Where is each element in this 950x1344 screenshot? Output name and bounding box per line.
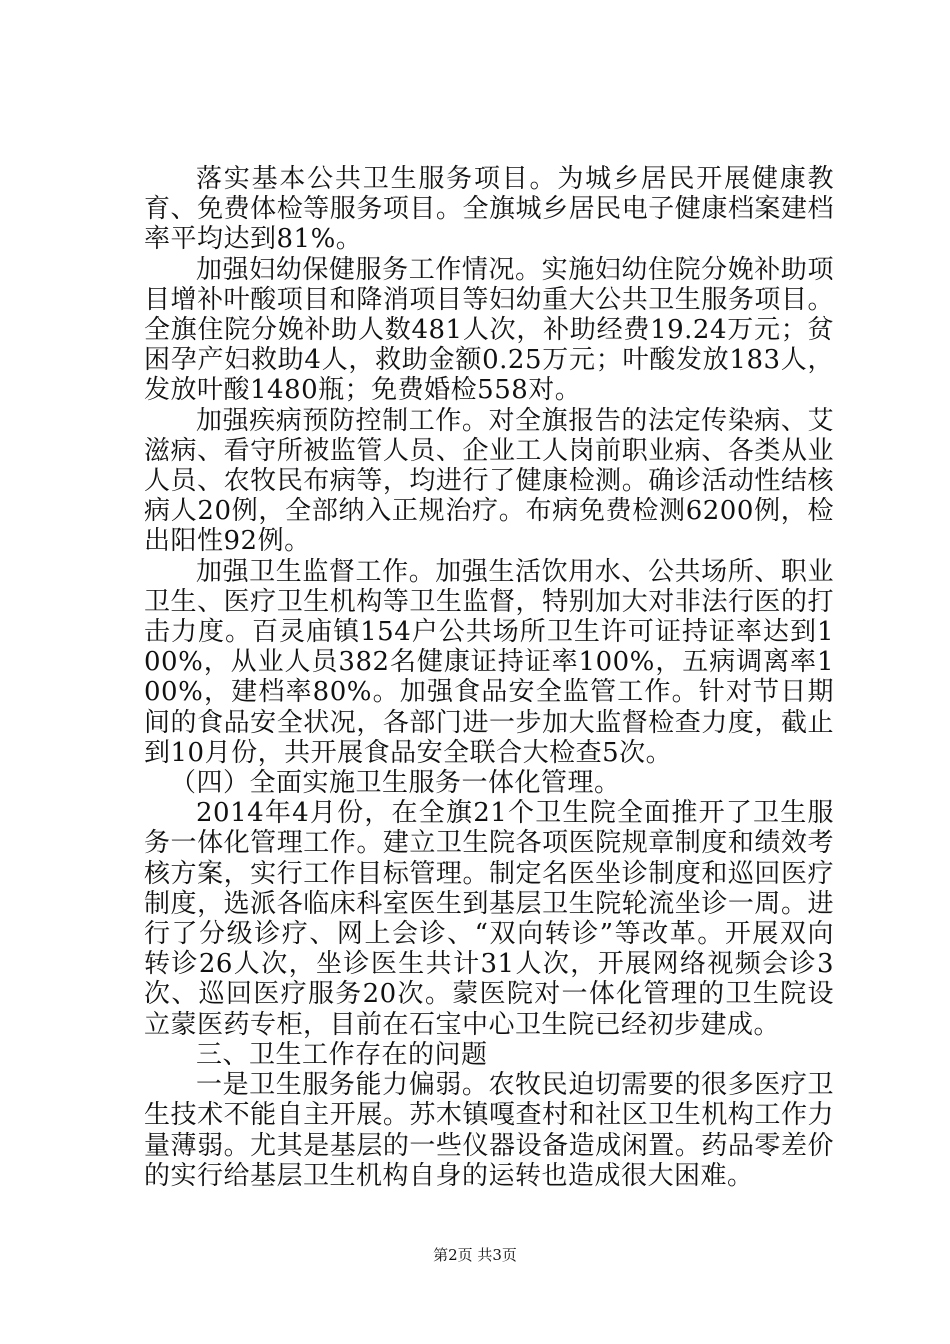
paragraph-integration: 2014年4月份，在全旗21个卫生院全面推开了卫生服务一体化管理工作。建立卫生院各项医院规章制度和绩效考核方案，实行工作目标管理。制定名医坐诊制度和巡回医疗制度，选派各临床科室医生到基层卫生院轮流坐诊一周。进行了分级诊疗、网上会诊、“双向转诊”等改革。开展双向转诊26人次，坐诊医生共计31人次，开展网络视频会诊3次、巡回医疗服务20次。蒙医院对一体化管理的卫生院设立蒙医药专柜，目前在石宝中心卫生院已经初步建成。 (144, 798, 834, 1040)
section-heading-integration: （四）全面实施卫生服务一体化管理。 (170, 768, 621, 799)
page-footer: 第2页 共3页 (433, 1246, 517, 1264)
paragraph-problems: 一是卫生服务能力偏弱。农牧民迫切需要的很多医疗卫生技术不能自主开展。苏木镇嘎查村和社区卫生机构工作力量薄弱。尤其是基层的一些仪器设备造成闲置。药品零差价的实行给基层卫生机构自身的运转也造成很大困难。 (144, 1070, 834, 1191)
document-body (144, 164, 834, 1191)
paragraph-public-health: 落实基本公共卫生服务项目。为城乡居民开展健康教育、免费体检等服务项目。全旗城乡居民电子健康档案建档率平均达到81%。 (144, 164, 834, 255)
paragraph-maternal-child: 加强妇幼保健服务工作情况。实施妇幼住院分娩补助项目增补叶酸项目和降消项目等妇幼重大公共卫生服务项目。全旗住院分娩补助人数481人次，补助经费19.24万元；贫困孕产妇救助4人，救助金额0.25万元；叶酸发放183人，发放叶酸1480瓶；免费婚检558对。 (144, 254, 834, 406)
section-heading-problems: 三、卫生工作存在的问题 (196, 1039, 488, 1070)
paragraph-health-supervision: 加强卫生监督工作。加强生活饮用水、公共场所、职业卫生、医疗卫生机构等卫生监督，特别加大对非法行医的打击力度。百灵庙镇154户公共场所卫生许可证持证率达到100%，从业人员382名健康证持证率100%，五病调离率100%，建档率80%。加强食品安全监管工作。针对节日期间的食品安全状况，各部门进一步加大监督检查力度，截止到10月份，共开展食品安全联合大检查5次。 (144, 556, 834, 768)
paragraph-disease-control: 加强疾病预防控制工作。对全旗报告的法定传染病、艾滋病、看守所被监管人员、企业工人岗前职业病、各类从业人员、农牧民布病等，均进行了健康检测。确诊活动性结核病人20例，全部纳入正规治疗。布病免费检测6200例，检出阳性92例。 (144, 405, 834, 557)
